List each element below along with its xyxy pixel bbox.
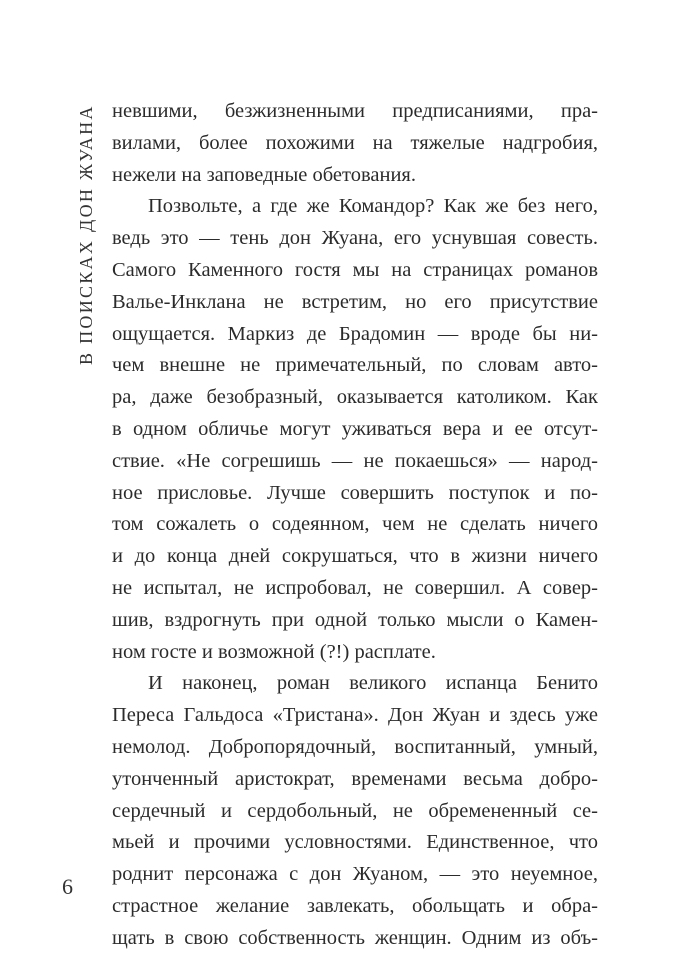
body-text: [112, 96, 598, 955]
running-head-text: В ПОИСКАХ ДОН ЖУАНА: [76, 104, 96, 365]
text-line: щать в свою собственность женщин. Одним из объ-: [112, 926, 598, 949]
text-line: том сожалеть о содеянном, чем не сделать ничего: [112, 513, 598, 536]
page-number: 6: [62, 874, 73, 899]
text-line: невшими, безжизненными предписаниями, пра-: [112, 100, 598, 122]
text-line: И наконец, роман великого испанца Бенито: [148, 672, 598, 695]
text-line: нежели на заповедные обетования.: [112, 163, 416, 186]
text-line: вилами, более похожими на тяжелые надгробия,: [112, 131, 598, 154]
text-line: в одном обличье могут уживаться вера и ее отсут-: [112, 417, 598, 440]
text-line: ощущается. Маркиз де Брадомин — вроде бы ни-: [112, 322, 598, 345]
text-line: чем внешне не примечательный, по словам авто-: [112, 354, 598, 377]
text-line: ное присловье. Лучше совершить поступок и по-: [112, 481, 598, 504]
text-line: не испытал, не испробовал, не совершил. А совер-: [112, 576, 598, 599]
text-line: немолод. Добропорядочный, воспитанный, умный,: [112, 735, 598, 758]
text-line: ра, даже безобразный, оказывается католиком. Как: [112, 386, 598, 409]
text-line: Валье-Инклана не встретим, но его присутствие: [112, 290, 598, 313]
text-line: Переса Гальдоса «Тристана». Дон Жуан и здесь уже: [112, 704, 598, 727]
text-line: роднит персонажа с дон Жуаном, — это неуемное,: [112, 863, 598, 886]
text-line: сердечный и сердобольный, не обремененный се-: [112, 799, 598, 822]
text-line: Самого Каменного гостя мы на страницах романов: [112, 258, 598, 281]
text-line: утонченный аристократ, временами весьма добро-: [112, 767, 598, 790]
text-line: страстное желание завлекать, обольщать и обра-: [112, 894, 598, 917]
text-line: мьей и прочими условностями. Единственное, что: [112, 831, 598, 854]
text-line: ном госте и возможной (?!) расплате.: [112, 640, 436, 663]
text-line: Позвольте, а где же Командор? Как же без него,: [148, 195, 598, 218]
text-line: шив, вздрогнуть при одной только мысли о Камен-: [112, 608, 598, 631]
text-line: и до конца дней сокрушаться, что в жизни ничего: [112, 545, 598, 568]
text-line: ствие. «Не согрешишь — не покаешься» — народ-: [112, 449, 598, 472]
text-line: ведь это — тень дон Жуана, его уснувшая совесть.: [112, 227, 598, 250]
